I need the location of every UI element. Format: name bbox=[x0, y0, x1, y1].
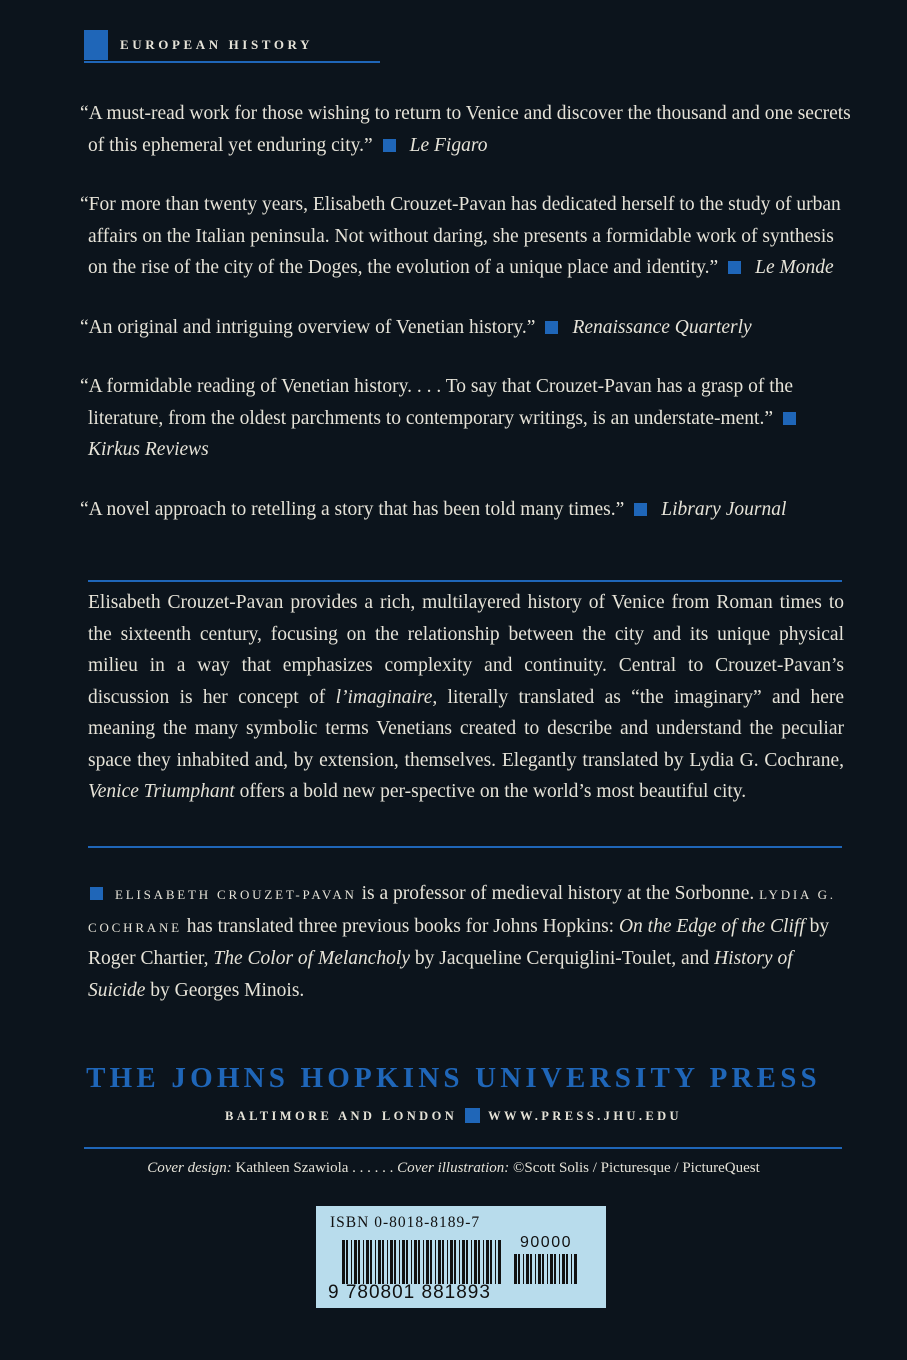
barcode-bar bbox=[538, 1254, 541, 1284]
barcode-bar bbox=[406, 1240, 408, 1284]
bio-text: by Jacqueline Cerquiglini-Toulet, and bbox=[410, 948, 715, 969]
barcode-bar bbox=[402, 1240, 405, 1284]
barcode-bar bbox=[390, 1240, 393, 1284]
barcode-bar bbox=[571, 1254, 572, 1284]
book-title: Venice Triumphant bbox=[88, 781, 235, 802]
barcode-bar bbox=[514, 1254, 517, 1284]
barcode-bar bbox=[447, 1240, 448, 1284]
book-title: The Color of Melancholy bbox=[213, 948, 410, 969]
barcode-addon-number: 90000 bbox=[520, 1234, 572, 1251]
barcode-bar bbox=[526, 1254, 529, 1284]
credit-separator: . . . . . . bbox=[348, 1160, 398, 1176]
author-bio bbox=[88, 878, 844, 1006]
barcode-bar bbox=[574, 1254, 577, 1284]
bullet-square-icon bbox=[90, 887, 103, 900]
description-text: Elisabeth Crouzet-Pavan provides a rich, multilayered history of Venice from Roman times to the sixteenth century, focusing on the relationship between the city and its unique physical milieu in a way that emphasizes complexity and continuity. Central to Crouzet-Pavan’s discussion is her concept of bbox=[88, 592, 844, 708]
isbn-number: ISBN 0-8018-8189-7 bbox=[330, 1214, 481, 1231]
bullet-square-icon bbox=[465, 1108, 480, 1123]
barcode-bar bbox=[435, 1240, 436, 1284]
barcode-bar bbox=[547, 1254, 548, 1284]
cover-credits bbox=[0, 1160, 907, 1177]
barcode-bar bbox=[498, 1240, 501, 1284]
barcode-bar bbox=[370, 1240, 372, 1284]
barcode-bar bbox=[483, 1240, 484, 1284]
barcode-bar bbox=[423, 1240, 424, 1284]
quote-text: “For more than twenty years, Elisabeth Crouzet-Pavan has dedicated herself to the study of urban affairs on the Italian peninsula. Not without daring, she presents a formidable work of synthesis on the rise of the city of the Doges, the evolution of a unique place and identity.” bbox=[80, 194, 841, 278]
barcode-bar bbox=[542, 1254, 544, 1284]
barcode-bar bbox=[554, 1254, 556, 1284]
barcode-bar bbox=[426, 1240, 429, 1284]
author-name: ELISABETH CROUZET-PAVAN bbox=[115, 887, 357, 902]
publisher-location: BALTIMORE AND LONDON bbox=[225, 1109, 458, 1123]
bullet-square-icon bbox=[383, 139, 396, 152]
barcode-bars bbox=[342, 1240, 502, 1284]
barcode-bar bbox=[399, 1240, 400, 1284]
ean-number: 9 780801 881893 bbox=[328, 1282, 491, 1303]
barcode-bar bbox=[566, 1254, 568, 1284]
book-title: On the Edge of the Cliff bbox=[618, 915, 805, 937]
barcode-bar bbox=[354, 1240, 357, 1284]
barcode-bar bbox=[530, 1254, 532, 1284]
quote-source: Library Journal bbox=[661, 498, 787, 520]
barcode-bar bbox=[394, 1240, 396, 1284]
description-text: offers a bold new per-spective on the world’s most beautiful city. bbox=[234, 781, 747, 802]
quote-item bbox=[80, 98, 852, 161]
barcode-bar bbox=[486, 1240, 489, 1284]
barcode-bar bbox=[358, 1240, 360, 1284]
barcode-bar bbox=[462, 1240, 465, 1284]
barcode-bar bbox=[442, 1240, 444, 1284]
quote-item bbox=[80, 494, 852, 526]
barcode-bar bbox=[342, 1240, 345, 1284]
barcode-bar bbox=[378, 1240, 381, 1284]
barcode-bar bbox=[518, 1254, 520, 1284]
barcode-bar bbox=[387, 1240, 388, 1284]
barcode-bar bbox=[375, 1240, 376, 1284]
quote-item bbox=[80, 312, 852, 344]
translator-name: LYDIA G. COCHRANE bbox=[88, 887, 836, 935]
book-title: History of Suicide bbox=[88, 948, 793, 1001]
barcode-bar bbox=[478, 1240, 480, 1284]
series-square-icon bbox=[84, 30, 108, 60]
series-header bbox=[84, 30, 313, 60]
quote-item bbox=[80, 189, 852, 284]
review-quotes bbox=[80, 98, 852, 553]
barcode-bar bbox=[559, 1254, 560, 1284]
barcode-bar bbox=[535, 1254, 536, 1284]
description-text: literally translated as “the imaginary” and here meaning the many symbolic terms Venetians created to describe and understand the peculiar space they inhabited and, by extension, themselves. Elegantly translated by Lydia G. Cochrane, bbox=[88, 686, 844, 771]
divider-top bbox=[88, 580, 842, 582]
publisher-info bbox=[0, 1108, 907, 1124]
series-label: EUROPEAN HISTORY bbox=[120, 37, 314, 52]
bio-text: by Georges Minois. bbox=[145, 979, 305, 1001]
bullet-square-icon bbox=[545, 321, 558, 334]
barcode-bar bbox=[438, 1240, 441, 1284]
divider-publisher bbox=[84, 1147, 842, 1149]
credit-name: Kathleen Szawiola bbox=[231, 1160, 349, 1176]
barcode-bar bbox=[363, 1240, 364, 1284]
publisher-name: THE JOHNS HOPKINS UNIVERSITY PRESS bbox=[86, 1062, 821, 1094]
barcode-bar bbox=[471, 1240, 472, 1284]
quote-source: Le Figaro bbox=[409, 134, 488, 156]
bio-text: has translated three previous books for Johns Hopkins: bbox=[181, 915, 619, 937]
quote-source: Renaissance Quarterly bbox=[572, 316, 752, 338]
barcode-bar bbox=[454, 1240, 456, 1284]
quote-source: Le Monde bbox=[755, 257, 834, 278]
quote-text: “A novel approach to retelling a story that has been told many times.” bbox=[80, 498, 625, 520]
barcode-bar bbox=[550, 1254, 553, 1284]
barcode bbox=[316, 1206, 606, 1308]
barcode-bar bbox=[523, 1254, 524, 1284]
description-term: l’imaginaire, bbox=[335, 686, 438, 708]
barcode-bar bbox=[366, 1240, 369, 1284]
header-divider bbox=[84, 61, 380, 63]
bullet-square-icon bbox=[634, 503, 647, 516]
barcode-bar bbox=[459, 1240, 460, 1284]
barcode-bar bbox=[490, 1240, 492, 1284]
credit-name: ©Scott Solis / Picturesque / PictureQuest bbox=[509, 1160, 760, 1176]
barcode-bar bbox=[382, 1240, 384, 1284]
book-description bbox=[88, 587, 844, 808]
publisher-website: WWW.PRESS.JHU.EDU bbox=[488, 1109, 682, 1123]
barcode-bar bbox=[411, 1240, 412, 1284]
barcode-bar bbox=[474, 1240, 477, 1284]
barcode-bar bbox=[466, 1240, 468, 1284]
credit-label: Cover design: bbox=[147, 1160, 232, 1176]
barcode-bar bbox=[418, 1240, 420, 1284]
barcode-bar bbox=[450, 1240, 453, 1284]
quote-text: “An original and intriguing overview of Venetian history.” bbox=[80, 316, 536, 338]
quote-text: “A formidable reading of Venetian history. . . . To say that Crouzet-Pavan has a grasp of the literature, from the oldest parchments to contemporary writings, is an understate-ment.” bbox=[80, 376, 794, 429]
barcode-addon-bars bbox=[514, 1254, 578, 1284]
barcode-bar bbox=[351, 1240, 352, 1284]
bio-text: is a professor of medieval history at the Sorbonne. bbox=[356, 883, 760, 904]
credit-label: Cover illustration: bbox=[397, 1160, 510, 1176]
barcode-bar bbox=[346, 1240, 348, 1284]
divider-bottom bbox=[88, 846, 842, 848]
quote-item bbox=[80, 371, 852, 466]
bullet-square-icon bbox=[728, 261, 741, 274]
quote-text: “A must-read work for those wishing to return to Venice and discover the thousand and one secrets of this ephemeral yet enduring city.” bbox=[80, 103, 851, 156]
bullet-square-icon bbox=[783, 412, 796, 425]
barcode-bar bbox=[430, 1240, 432, 1284]
barcode-bar bbox=[495, 1240, 496, 1284]
barcode-bar bbox=[414, 1240, 417, 1284]
bio-text: by Roger Chartier, bbox=[88, 915, 830, 969]
barcode-bar bbox=[562, 1254, 565, 1284]
quote-source: Kirkus Reviews bbox=[88, 439, 209, 460]
